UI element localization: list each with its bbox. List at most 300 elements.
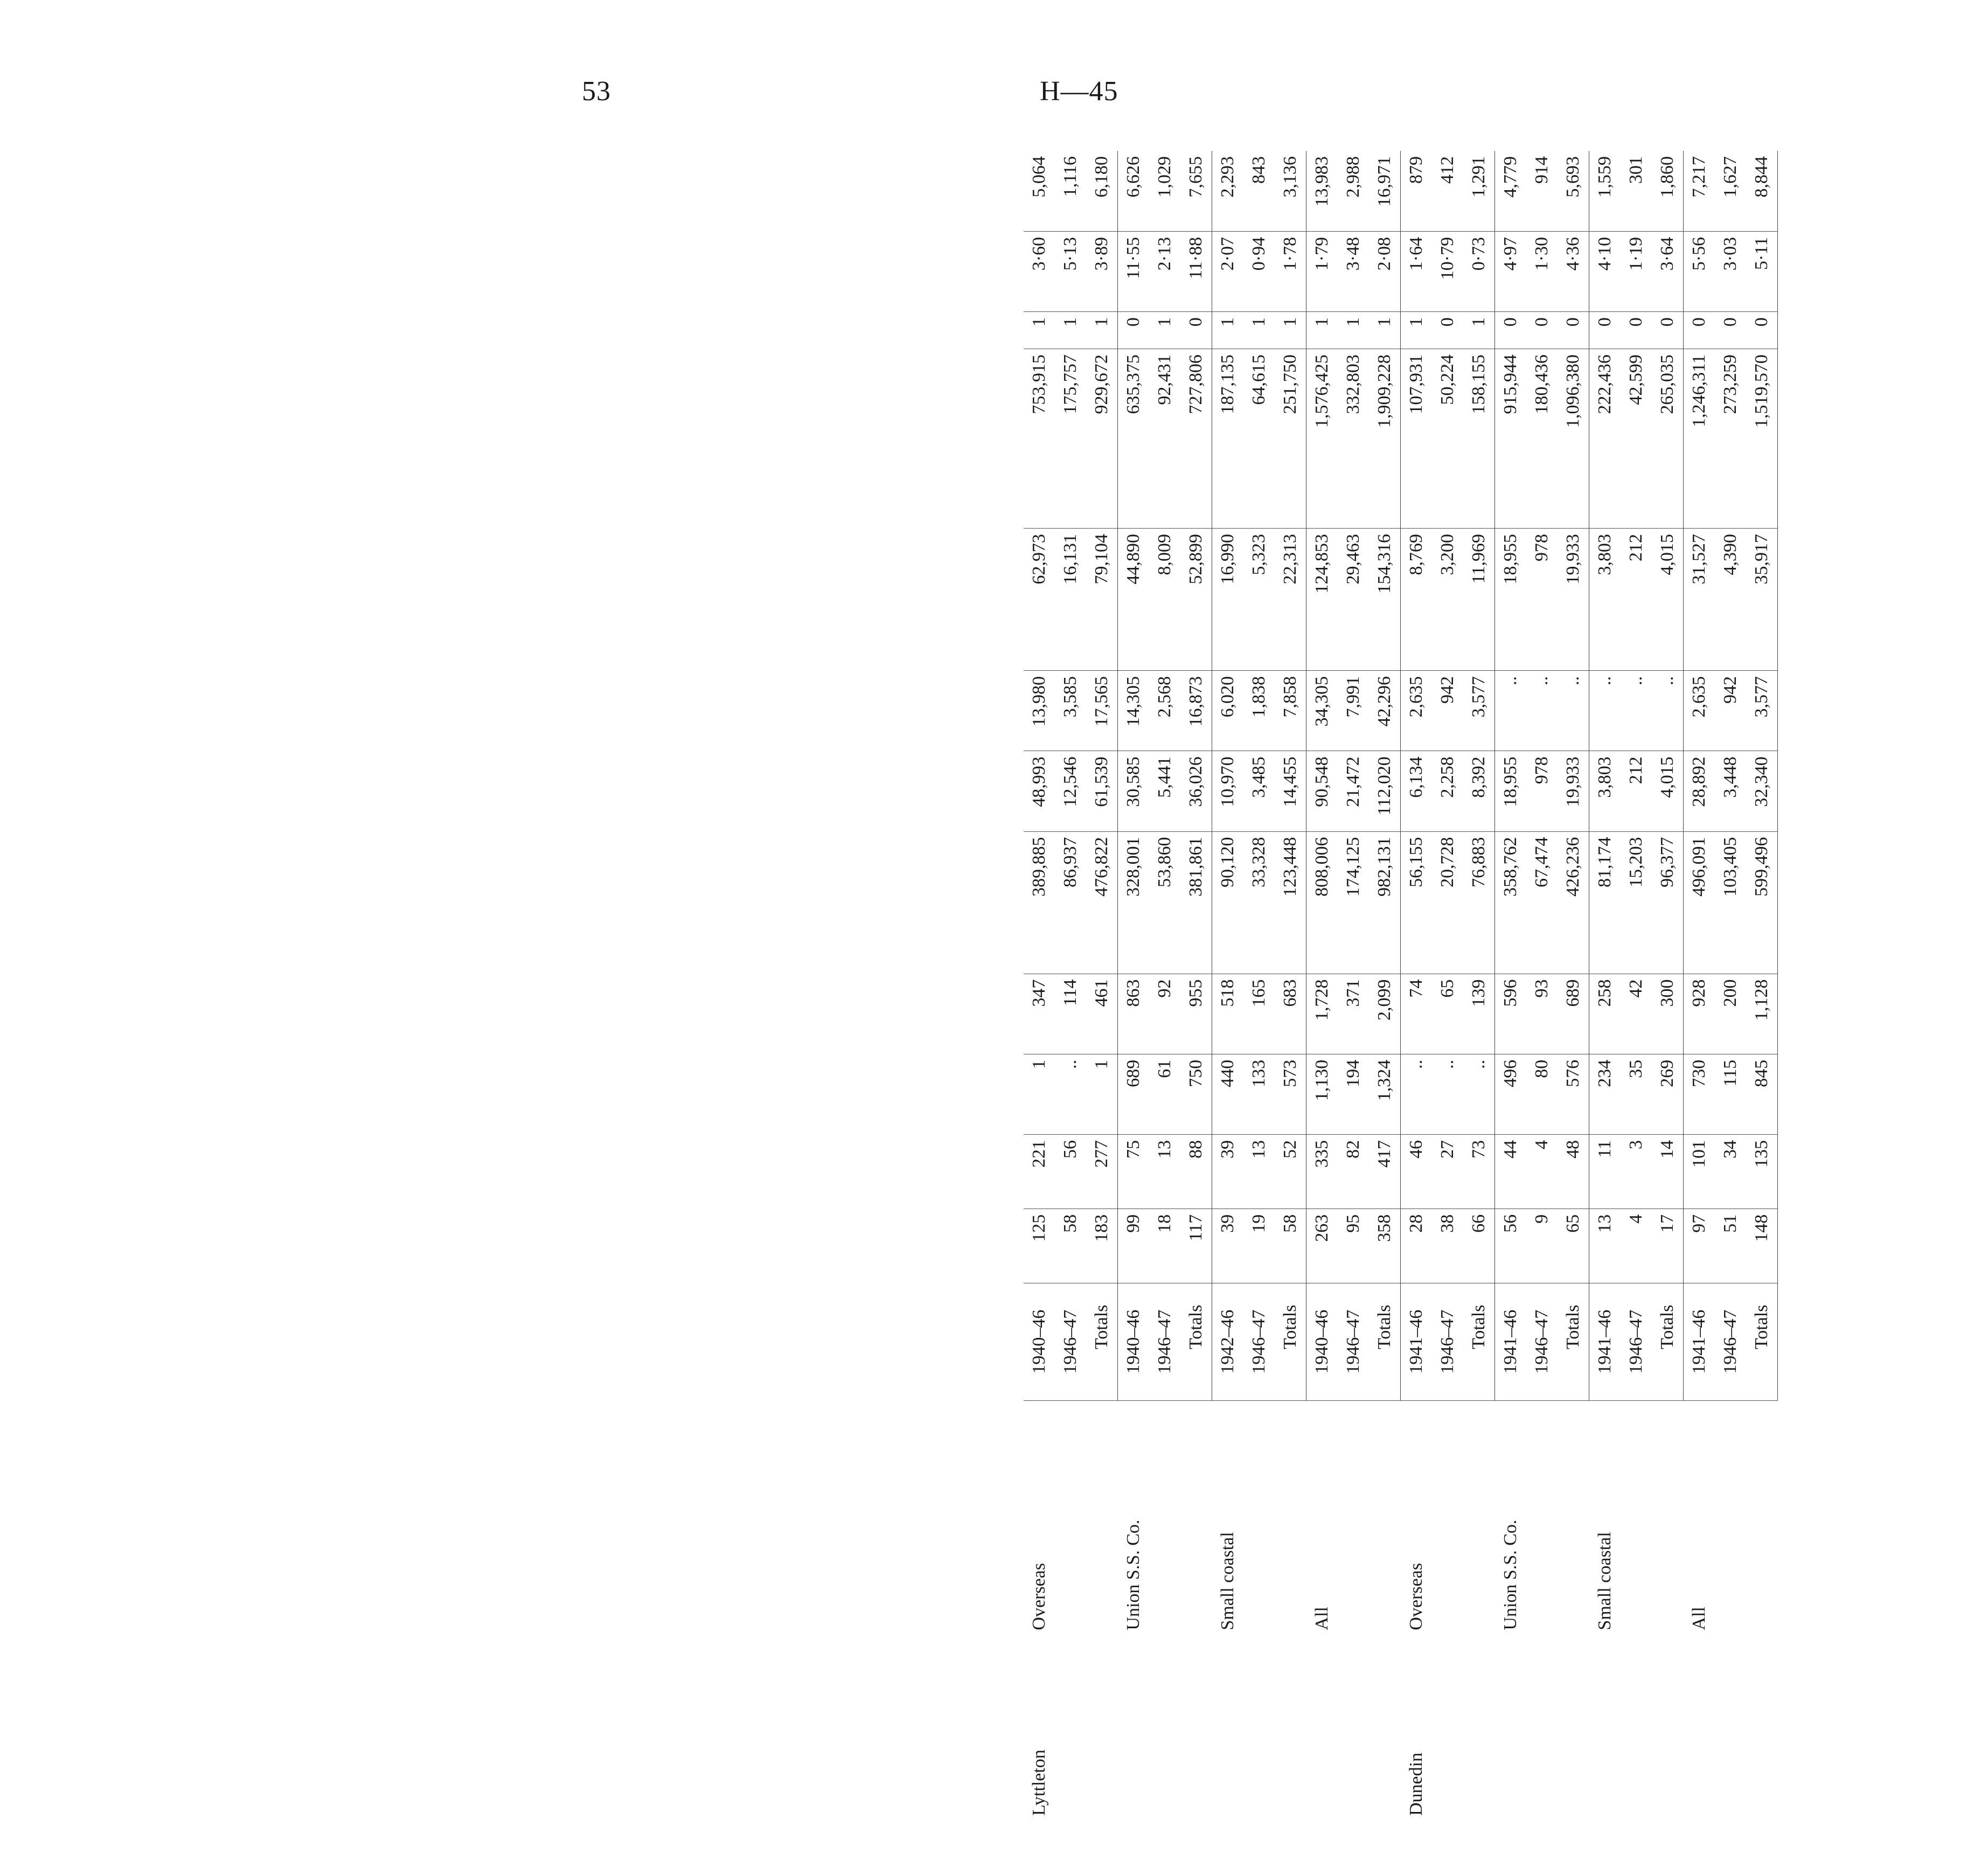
value-cell-c10: 1 [1275, 312, 1306, 349]
value-cell-c8: 154,316 [1369, 528, 1401, 670]
value-cell-c10: 0 [1715, 312, 1746, 349]
value-cell-c10: 1 [1024, 312, 1055, 349]
value-cell-c5: 53,860 [1149, 831, 1180, 974]
value-cell-c6: 978 [1526, 751, 1558, 831]
value-cell-c10: 1 [1212, 312, 1244, 349]
value-cell-c10: 0 [1180, 312, 1212, 349]
value-cell-c7: .. [1495, 671, 1527, 751]
value-cell-c3: 1 [1086, 1054, 1118, 1134]
value-cell-c2: 3 [1621, 1135, 1652, 1209]
value-cell-c3: 234 [1589, 1054, 1621, 1134]
value-cell-c4: 2,099 [1369, 974, 1401, 1054]
value-cell-c12: 4,779 [1495, 151, 1527, 231]
value-cell-c4: 347 [1024, 974, 1055, 1054]
value-cell-c10: 1 [1401, 312, 1433, 349]
value-cell-c2: 221 [1024, 1135, 1055, 1209]
value-cell-c6: 48,993 [1024, 751, 1055, 831]
value-cell-c1: 38 [1432, 1209, 1463, 1283]
value-cell-c4: 74 [1401, 974, 1433, 1054]
value-cell-c2: 277 [1086, 1135, 1118, 1209]
table-row [1118, 151, 1150, 1821]
value-cell-c4: 1,728 [1306, 974, 1338, 1054]
value-cell-c6: 90,548 [1306, 751, 1338, 831]
table-row [1212, 151, 1244, 1821]
period-cell: 1941–46 [1684, 1283, 1715, 1400]
value-cell-c10: 1 [1306, 312, 1338, 349]
value-cell-c6: 10,970 [1212, 751, 1244, 831]
vessel-class-cell [1558, 1400, 1589, 1635]
value-cell-c6: 3,448 [1715, 751, 1746, 831]
value-cell-c4: 596 [1495, 974, 1527, 1054]
value-cell-c12: 301 [1621, 151, 1652, 231]
value-cell-c7: .. [1526, 671, 1558, 751]
value-cell-c12: 5,693 [1558, 151, 1589, 231]
value-cell-c3: 440 [1212, 1054, 1244, 1134]
value-cell-c11: 5·13 [1055, 231, 1086, 311]
value-cell-c5: 174,125 [1338, 831, 1369, 974]
value-cell-c5: 56,155 [1401, 831, 1433, 974]
value-cell-c1: 99 [1118, 1209, 1150, 1283]
value-cell-c9: 158,155 [1463, 349, 1495, 529]
value-cell-c5: 81,174 [1589, 831, 1621, 974]
value-cell-c8: 79,104 [1086, 528, 1118, 670]
value-cell-c10: 1 [1338, 312, 1369, 349]
value-cell-c8: 22,313 [1275, 528, 1306, 670]
port-name-cell [1652, 1636, 1684, 1821]
vessel-class-cell [1526, 1400, 1558, 1635]
value-cell-c9: 251,750 [1275, 349, 1306, 529]
value-cell-c7: 13,980 [1024, 671, 1055, 751]
value-cell-c11: 3·64 [1652, 231, 1684, 311]
vessel-class-cell: All [1311, 1607, 1332, 1630]
period-cell: 1942–46 [1212, 1283, 1244, 1400]
value-cell-c11: 11·88 [1180, 231, 1212, 311]
value-cell-c6: 4,015 [1652, 751, 1684, 831]
value-cell-c9: 1,576,425 [1306, 349, 1338, 529]
table-row [1149, 151, 1180, 1821]
value-cell-c11: 5·11 [1746, 231, 1778, 311]
value-cell-c6: 12,546 [1055, 751, 1086, 831]
port-name-cell [1055, 1636, 1086, 1821]
value-cell-c9: 753,915 [1024, 349, 1055, 529]
period-cell: 1940–46 [1306, 1283, 1338, 1400]
value-cell-c1: 358 [1369, 1209, 1401, 1283]
value-cell-c10: 1 [1463, 312, 1495, 349]
value-cell-c4: 518 [1212, 974, 1244, 1054]
value-cell-c4: 955 [1180, 974, 1212, 1054]
value-cell-c11: 1·30 [1526, 231, 1558, 311]
value-cell-c9: 222,436 [1589, 349, 1621, 529]
value-cell-c1: 51 [1715, 1209, 1746, 1283]
period-cell: 1940–46 [1118, 1283, 1150, 1400]
port-name-cell [1526, 1636, 1558, 1821]
value-cell-c4: 258 [1589, 974, 1621, 1054]
value-cell-c10: 0 [1432, 312, 1463, 349]
value-cell-c6: 6,134 [1401, 751, 1433, 831]
value-cell-c10: 1 [1086, 312, 1118, 349]
value-cell-c7: .. [1558, 671, 1589, 751]
document-code: H—45 [1040, 76, 1118, 107]
value-cell-c7: 1,838 [1243, 671, 1275, 751]
value-cell-c6: 112,020 [1369, 751, 1401, 831]
value-cell-c3: 194 [1338, 1054, 1369, 1134]
value-cell-c5: 599,496 [1746, 831, 1778, 974]
value-cell-c10: 0 [1558, 312, 1589, 349]
value-cell-c1: 183 [1086, 1209, 1118, 1283]
value-cell-c5: 86,937 [1055, 831, 1086, 974]
table-row [1024, 151, 1055, 1821]
vessel-class-cell: Union S.S. Co. [1123, 1519, 1143, 1630]
value-cell-c6: 18,955 [1495, 751, 1527, 831]
value-cell-c6: 2,258 [1432, 751, 1463, 831]
value-cell-c5: 328,001 [1118, 831, 1150, 974]
vessel-class-cell [1746, 1400, 1778, 1635]
port-name-cell: Dunedin [1406, 1752, 1426, 1816]
value-cell-c2: 73 [1463, 1135, 1495, 1209]
value-cell-c1: 9 [1526, 1209, 1558, 1283]
value-cell-c9: 1,909,228 [1369, 349, 1401, 529]
port-name-cell [1432, 1636, 1463, 1821]
value-cell-c8: 4,015 [1652, 528, 1684, 670]
value-cell-c4: 200 [1715, 974, 1746, 1054]
value-cell-c10: 1 [1369, 312, 1401, 349]
value-cell-c11: 2·13 [1149, 231, 1180, 311]
vessel-class-cell [1621, 1400, 1652, 1635]
period-cell: Totals [1369, 1283, 1401, 1400]
value-cell-c1: 263 [1306, 1209, 1338, 1283]
value-cell-c7: 3,585 [1055, 671, 1086, 751]
value-cell-c5: 381,861 [1180, 831, 1212, 974]
value-cell-c10: 1 [1149, 312, 1180, 349]
value-cell-c12: 2,293 [1212, 151, 1244, 231]
value-cell-c1: 58 [1275, 1209, 1306, 1283]
value-cell-c9: 64,615 [1243, 349, 1275, 529]
value-cell-c5: 103,405 [1715, 831, 1746, 974]
value-cell-c3: 689 [1118, 1054, 1150, 1134]
value-cell-c11: 11·55 [1118, 231, 1150, 311]
value-cell-c4: 92 [1149, 974, 1180, 1054]
value-cell-c3: 80 [1526, 1054, 1558, 1134]
port-name-cell [1243, 1636, 1275, 1821]
value-cell-c5: 33,328 [1243, 831, 1275, 974]
period-cell: 1940–46 [1024, 1283, 1055, 1400]
table-row [1432, 151, 1463, 1821]
value-cell-c3: 1,130 [1306, 1054, 1338, 1134]
value-cell-c9: 273,259 [1715, 349, 1746, 529]
value-cell-c4: 371 [1338, 974, 1369, 1054]
period-cell: Totals [1652, 1283, 1684, 1400]
vessel-class-cell [1275, 1400, 1306, 1635]
value-cell-c11: 3·48 [1338, 231, 1369, 311]
value-cell-c5: 426,236 [1558, 831, 1589, 974]
value-cell-c12: 7,217 [1684, 151, 1715, 231]
value-cell-c4: 165 [1243, 974, 1275, 1054]
value-cell-c6: 212 [1621, 751, 1652, 831]
table-row [1495, 151, 1527, 1821]
value-cell-c9: 915,944 [1495, 349, 1527, 529]
value-cell-c8: 212 [1621, 528, 1652, 670]
value-cell-c1: 39 [1212, 1209, 1244, 1283]
value-cell-c6: 5,441 [1149, 751, 1180, 831]
value-cell-c11: 10·79 [1432, 231, 1463, 311]
value-cell-c7: 16,873 [1180, 671, 1212, 751]
page-number: 53 [582, 76, 611, 107]
totals-row [1275, 151, 1306, 1821]
value-cell-c2: 46 [1401, 1135, 1433, 1209]
value-cell-c10: 0 [1746, 312, 1778, 349]
value-cell-c1: 13 [1589, 1209, 1621, 1283]
value-cell-c10: 0 [1621, 312, 1652, 349]
value-cell-c6: 19,933 [1558, 751, 1589, 831]
table-body [1024, 151, 1778, 1821]
value-cell-c7: 2,635 [1401, 671, 1433, 751]
value-cell-c5: 496,091 [1684, 831, 1715, 974]
value-cell-c5: 20,728 [1432, 831, 1463, 974]
value-cell-c12: 1,291 [1463, 151, 1495, 231]
value-cell-c4: 93 [1526, 974, 1558, 1054]
value-cell-c2: 13 [1149, 1135, 1180, 1209]
period-cell: Totals [1180, 1283, 1212, 1400]
value-cell-c8: 18,955 [1495, 528, 1527, 670]
value-cell-c8: 11,969 [1463, 528, 1495, 670]
statistics-table-rotated [1024, 151, 1988, 1821]
port-name-cell: Lyttleton [1029, 1749, 1049, 1816]
value-cell-c8: 52,899 [1180, 528, 1212, 670]
value-cell-c1: 125 [1024, 1209, 1055, 1283]
value-cell-c10: 1 [1243, 312, 1275, 349]
value-cell-c4: 1,128 [1746, 974, 1778, 1054]
totals-row [1369, 151, 1401, 1821]
value-cell-c9: 50,224 [1432, 349, 1463, 529]
vessel-class-cell [1432, 1400, 1463, 1635]
value-cell-c12: 3,136 [1275, 151, 1306, 231]
value-cell-c12: 1,860 [1652, 151, 1684, 231]
value-cell-c5: 90,120 [1212, 831, 1244, 974]
value-cell-c12: 8,844 [1746, 151, 1778, 231]
period-cell: Totals [1746, 1283, 1778, 1400]
value-cell-c9: 1,096,380 [1558, 349, 1589, 529]
value-cell-c3: 61 [1149, 1054, 1180, 1134]
vessel-class-cell [1715, 1400, 1746, 1635]
value-cell-c2: 44 [1495, 1135, 1527, 1209]
vessel-class-cell [1338, 1400, 1369, 1635]
table-row [1589, 151, 1621, 1821]
value-cell-c8: 124,853 [1306, 528, 1338, 670]
value-cell-c5: 982,131 [1369, 831, 1401, 974]
value-cell-c7: 7,858 [1275, 671, 1306, 751]
value-cell-c5: 76,883 [1463, 831, 1495, 974]
value-cell-c12: 1,116 [1055, 151, 1086, 231]
value-cell-c7: 17,565 [1086, 671, 1118, 751]
value-cell-c8: 31,527 [1684, 528, 1715, 670]
value-cell-c3: 1 [1024, 1054, 1055, 1134]
value-cell-c5: 123,448 [1275, 831, 1306, 974]
value-cell-c2: 88 [1180, 1135, 1212, 1209]
value-cell-c2: 56 [1055, 1135, 1086, 1209]
value-cell-c8: 8,769 [1401, 528, 1433, 670]
period-cell: 1946–47 [1055, 1283, 1086, 1400]
value-cell-c2: 335 [1306, 1135, 1338, 1209]
totals-row [1180, 151, 1212, 1821]
value-cell-c7: 34,305 [1306, 671, 1338, 751]
value-cell-c4: 689 [1558, 974, 1589, 1054]
value-cell-c4: 114 [1055, 974, 1086, 1054]
value-cell-c4: 300 [1652, 974, 1684, 1054]
value-cell-c12: 2,988 [1338, 151, 1369, 231]
value-cell-c2: 11 [1589, 1135, 1621, 1209]
value-cell-c3: 750 [1180, 1054, 1212, 1134]
value-cell-c10: 0 [1118, 312, 1150, 349]
port-name-cell [1275, 1636, 1306, 1821]
port-name-cell [1212, 1636, 1244, 1821]
value-cell-c11: 1·64 [1401, 231, 1433, 311]
value-cell-c9: 332,803 [1338, 349, 1369, 529]
vessel-class-cell [1149, 1400, 1180, 1635]
value-cell-c11: 3·60 [1024, 231, 1055, 311]
vessel-class-cell: Small coastal [1594, 1532, 1615, 1630]
value-cell-c1: 66 [1463, 1209, 1495, 1283]
vessel-class-cell: All [1688, 1607, 1709, 1630]
value-cell-c7: 42,296 [1369, 671, 1401, 751]
port-name-cell [1306, 1636, 1338, 1821]
table-row [1715, 151, 1746, 1821]
value-cell-c2: 4 [1526, 1135, 1558, 1209]
value-cell-c1: 58 [1055, 1209, 1086, 1283]
value-cell-c9: 635,375 [1118, 349, 1150, 529]
value-cell-c2: 82 [1338, 1135, 1369, 1209]
value-cell-c6: 61,539 [1086, 751, 1118, 831]
value-cell-c3: 133 [1243, 1054, 1275, 1134]
period-cell: Totals [1558, 1283, 1589, 1400]
value-cell-c1: 4 [1621, 1209, 1652, 1283]
value-cell-c5: 96,377 [1652, 831, 1684, 974]
value-cell-c5: 476,822 [1086, 831, 1118, 974]
value-cell-c12: 1,559 [1589, 151, 1621, 231]
period-cell: Totals [1086, 1283, 1118, 1400]
value-cell-c7: .. [1621, 671, 1652, 751]
value-cell-c2: 27 [1432, 1135, 1463, 1209]
port-name-cell [1118, 1636, 1150, 1821]
value-cell-c6: 30,585 [1118, 751, 1150, 831]
value-cell-c4: 461 [1086, 974, 1118, 1054]
value-cell-c11: 4·10 [1589, 231, 1621, 311]
value-cell-c7: 942 [1715, 671, 1746, 751]
value-cell-c12: 6,626 [1118, 151, 1150, 231]
value-cell-c9: 175,757 [1055, 349, 1086, 529]
port-name-cell [1746, 1636, 1778, 1821]
value-cell-c8: 16,990 [1212, 528, 1244, 670]
table-row [1338, 151, 1369, 1821]
value-cell-c6: 3,485 [1243, 751, 1275, 831]
period-cell: 1946–47 [1149, 1283, 1180, 1400]
value-cell-c11: 4·97 [1495, 231, 1527, 311]
totals-row [1463, 151, 1495, 1821]
value-cell-c6: 28,892 [1684, 751, 1715, 831]
period-cell: 1941–46 [1401, 1283, 1433, 1400]
value-cell-c9: 1,519,570 [1746, 349, 1778, 529]
vessel-class-cell [1243, 1400, 1275, 1635]
value-cell-c8: 62,973 [1024, 528, 1055, 670]
table-row [1401, 151, 1433, 1821]
value-cell-c12: 7,655 [1180, 151, 1212, 231]
value-cell-c7: .. [1589, 671, 1621, 751]
value-cell-c1: 19 [1243, 1209, 1275, 1283]
period-cell: 1941–46 [1589, 1283, 1621, 1400]
value-cell-c3: .. [1055, 1054, 1086, 1134]
value-cell-c12: 16,971 [1369, 151, 1401, 231]
value-cell-c10: 0 [1526, 312, 1558, 349]
table-row [1621, 151, 1652, 1821]
value-cell-c6: 3,803 [1589, 751, 1621, 831]
value-cell-c1: 18 [1149, 1209, 1180, 1283]
value-cell-c8: 978 [1526, 528, 1558, 670]
value-cell-c7: 3,577 [1746, 671, 1778, 751]
value-cell-c4: 42 [1621, 974, 1652, 1054]
value-cell-c5: 67,474 [1526, 831, 1558, 974]
value-cell-c1: 65 [1558, 1209, 1589, 1283]
vessel-class-cell: Overseas [1406, 1563, 1426, 1630]
value-cell-c3: 1,324 [1369, 1054, 1401, 1134]
value-cell-c12: 914 [1526, 151, 1558, 231]
port-statistics-table [1024, 151, 1778, 1821]
value-cell-c11: 1·79 [1306, 231, 1338, 311]
value-cell-c1: 148 [1746, 1209, 1778, 1283]
value-cell-c3: .. [1401, 1054, 1433, 1134]
value-cell-c8: 35,917 [1746, 528, 1778, 670]
value-cell-c5: 15,203 [1621, 831, 1652, 974]
value-cell-c10: 0 [1684, 312, 1715, 349]
value-cell-c9: 187,135 [1212, 349, 1244, 529]
value-cell-c12: 1,029 [1149, 151, 1180, 231]
table-row [1243, 151, 1275, 1821]
value-cell-c7: 2,568 [1149, 671, 1180, 751]
value-cell-c5: 389,885 [1024, 831, 1055, 974]
vessel-class-cell [1086, 1400, 1118, 1635]
value-cell-c9: 180,436 [1526, 349, 1558, 529]
value-cell-c3: 115 [1715, 1054, 1746, 1134]
value-cell-c11: 5·56 [1684, 231, 1715, 311]
value-cell-c10: 0 [1495, 312, 1527, 349]
value-cell-c1: 117 [1180, 1209, 1212, 1283]
value-cell-c8: 8,009 [1149, 528, 1180, 670]
port-name-cell [1589, 1636, 1621, 1821]
value-cell-c6: 8,392 [1463, 751, 1495, 831]
value-cell-c9: 727,806 [1180, 349, 1212, 529]
vessel-class-cell [1180, 1400, 1212, 1635]
value-cell-c3: 573 [1275, 1054, 1306, 1134]
vessel-class-cell [1055, 1400, 1086, 1635]
value-cell-c8: 44,890 [1118, 528, 1150, 670]
value-cell-c9: 265,035 [1652, 349, 1684, 529]
value-cell-c2: 417 [1369, 1135, 1401, 1209]
value-cell-c4: 863 [1118, 974, 1150, 1054]
value-cell-c2: 48 [1558, 1135, 1589, 1209]
port-name-cell [1369, 1636, 1401, 1821]
value-cell-c3: 496 [1495, 1054, 1527, 1134]
value-cell-c9: 92,431 [1149, 349, 1180, 529]
vessel-class-cell [1652, 1400, 1684, 1635]
period-cell: 1946–47 [1621, 1283, 1652, 1400]
value-cell-c5: 808,006 [1306, 831, 1338, 974]
value-cell-c8: 19,933 [1558, 528, 1589, 670]
value-cell-c12: 412 [1432, 151, 1463, 231]
value-cell-c11: 3·89 [1086, 231, 1118, 311]
value-cell-c4: 928 [1684, 974, 1715, 1054]
period-cell: Totals [1275, 1283, 1306, 1400]
value-cell-c8: 29,463 [1338, 528, 1369, 670]
value-cell-c3: .. [1432, 1054, 1463, 1134]
value-cell-c12: 6,180 [1086, 151, 1118, 231]
